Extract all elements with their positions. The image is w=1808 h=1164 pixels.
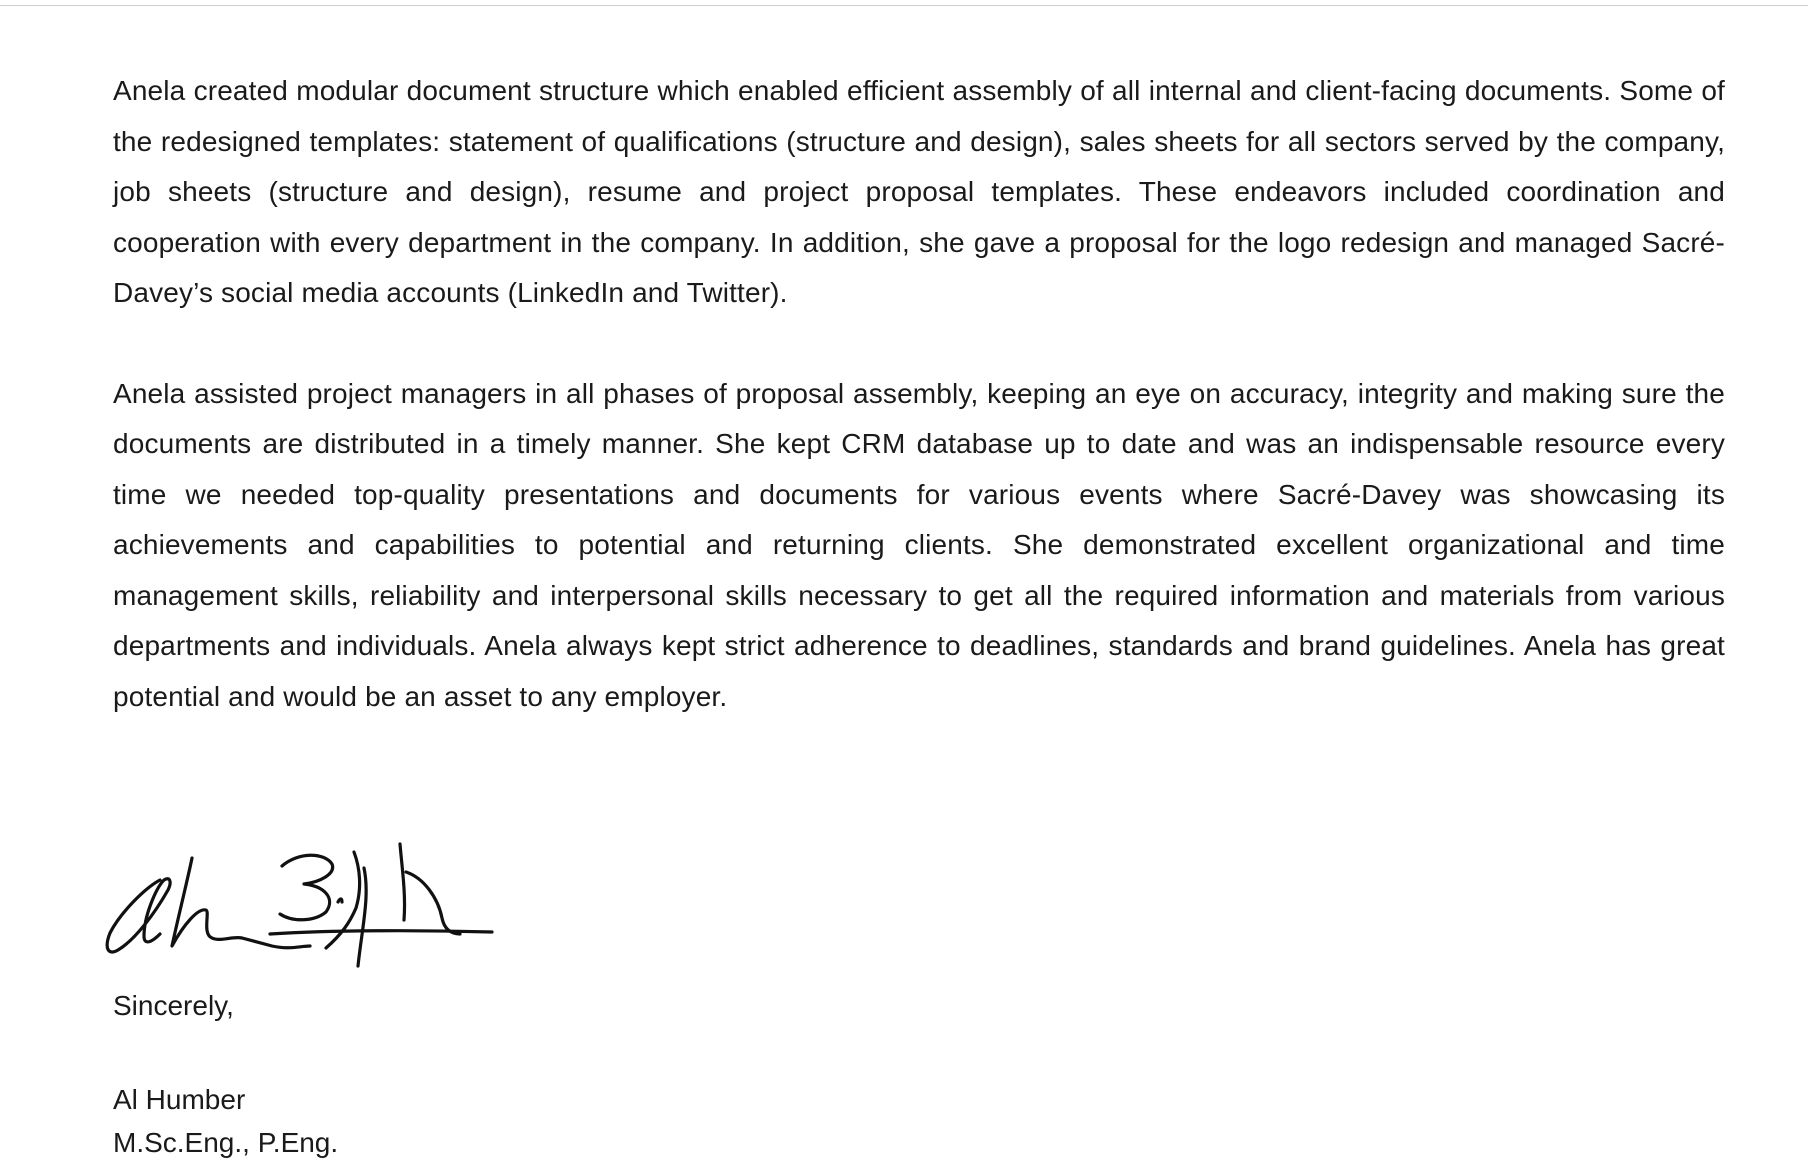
- signer-name: Al Humber: [113, 1084, 246, 1115]
- handwritten-signature-icon: [100, 838, 570, 988]
- paragraph-1: Anela created modular document structure which enabled efficient assembly of all internal and client-facing documents. Some of the redesigned templates: statement of qualifications (structure and design), sales sheets for all sectors served by the company, job sheets (structure and design), resume and project proposal templates. These endeavors included coordination and cooperation with every department in the company. In addition, she gave a proposal for the logo redesign and managed Sacré-Davey’s social media accounts (LinkedIn and Twitter).: [113, 75, 1725, 308]
- signature-block: [113, 1078, 338, 1164]
- letter-body: [113, 66, 1725, 722]
- paragraph-2: Anela assisted project managers in all phases of proposal assembly, keeping an eye on accuracy, integrity and making sure the documents are distributed in a timely manner. She kept CRM database up to date and was an indispensable resource every time we needed top-quality presentations and documents for various events where Sacré-Davey was showcasing its achievements and capabilities to potential and returning clients. She demonstrated excellent organizational and time management skills, reliability and interpersonal skills necessary to get all the required information and materials from various departments and individuals. Anela always kept strict adherence to deadlines, standards and brand guidelines. Anela has great potential and would be an asset to any employer.: [113, 377, 1725, 712]
- page-top-divider: [0, 5, 1808, 6]
- signer-credentials: M.Sc.Eng., P.Eng.: [113, 1127, 339, 1158]
- closing-salutation: Sincerely,: [113, 990, 234, 1021]
